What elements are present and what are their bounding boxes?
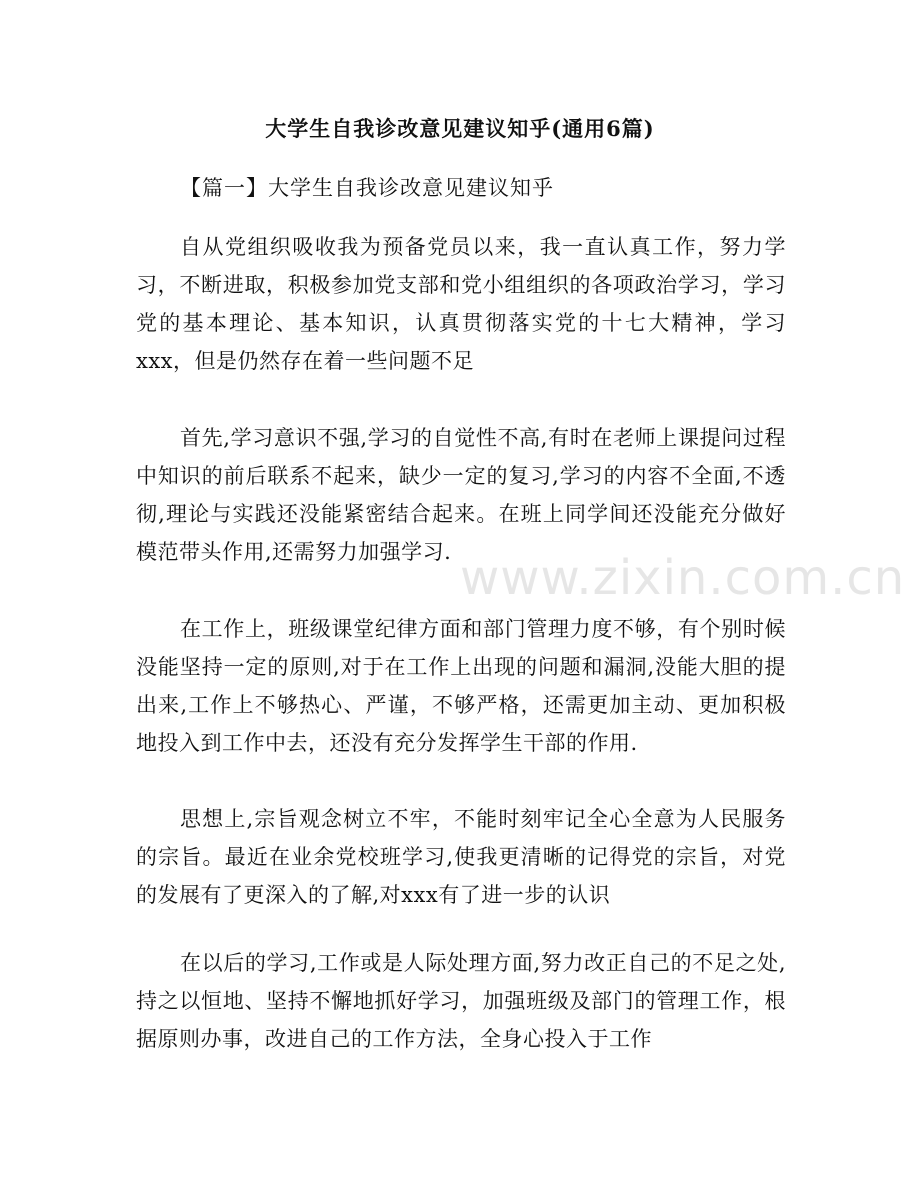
paragraph-1: 自从党组织吸收我为预备党员以来，我一直认真工作，努力学习，不断进取，积极参加党支部和党小组组织的各项政治学习，学习党的基本理论、基本知识，认真贯彻落实党的十七大精神，学习xxx，但是仍然存在着一些问题不足 xyxy=(136,235,786,373)
section-heading: 【篇一】大学生自我诊改意见建议知乎 xyxy=(180,176,554,200)
document-title: 大学生自我诊改意见建议知乎(通用6篇) xyxy=(265,116,655,141)
paragraph-2: 首先,学习意识不强,学习的自觉性不高,有时在老师上课提问过程中知识的前后联系不起来，缺少一定的复习,学习的内容不全面,不透彻,理论与实践还没能紧密结合起来。在班上同学间还没能充分做好模范带头作用,还需努力加强学习. xyxy=(136,426,786,564)
paragraph-3: 在工作上，班级课堂纪律方面和部门管理力度不够，有个别时候没能坚持一定的原则,对于在工作上出现的问题和漏洞,没能大胆的提出来,工作上不够热心、严谨，不够严格，还需更加主动、更加积极地投入到工作中去，还没有充分发挥学生干部的作用. xyxy=(136,617,786,755)
watermark: www.zixin.com.cn xyxy=(460,550,906,606)
paragraph-5: 在以后的学习,工作或是人际处理方面,努力改正自己的不足之处,持之以恒地、坚持不懈地抓好学习，加强班级及部门的管理工作，根据原则办事，改进自己的工作方法，全身心投入于工作 xyxy=(136,951,786,1051)
paragraph-4: 思想上,宗旨观念树立不牢，不能时刻牢记全心全意为人民服务的宗旨。最近在业余党校班学习,使我更清晰的记得党的宗旨，对党的发展有了更深入的了解,对xxx有了进一步的认识 xyxy=(136,807,786,907)
